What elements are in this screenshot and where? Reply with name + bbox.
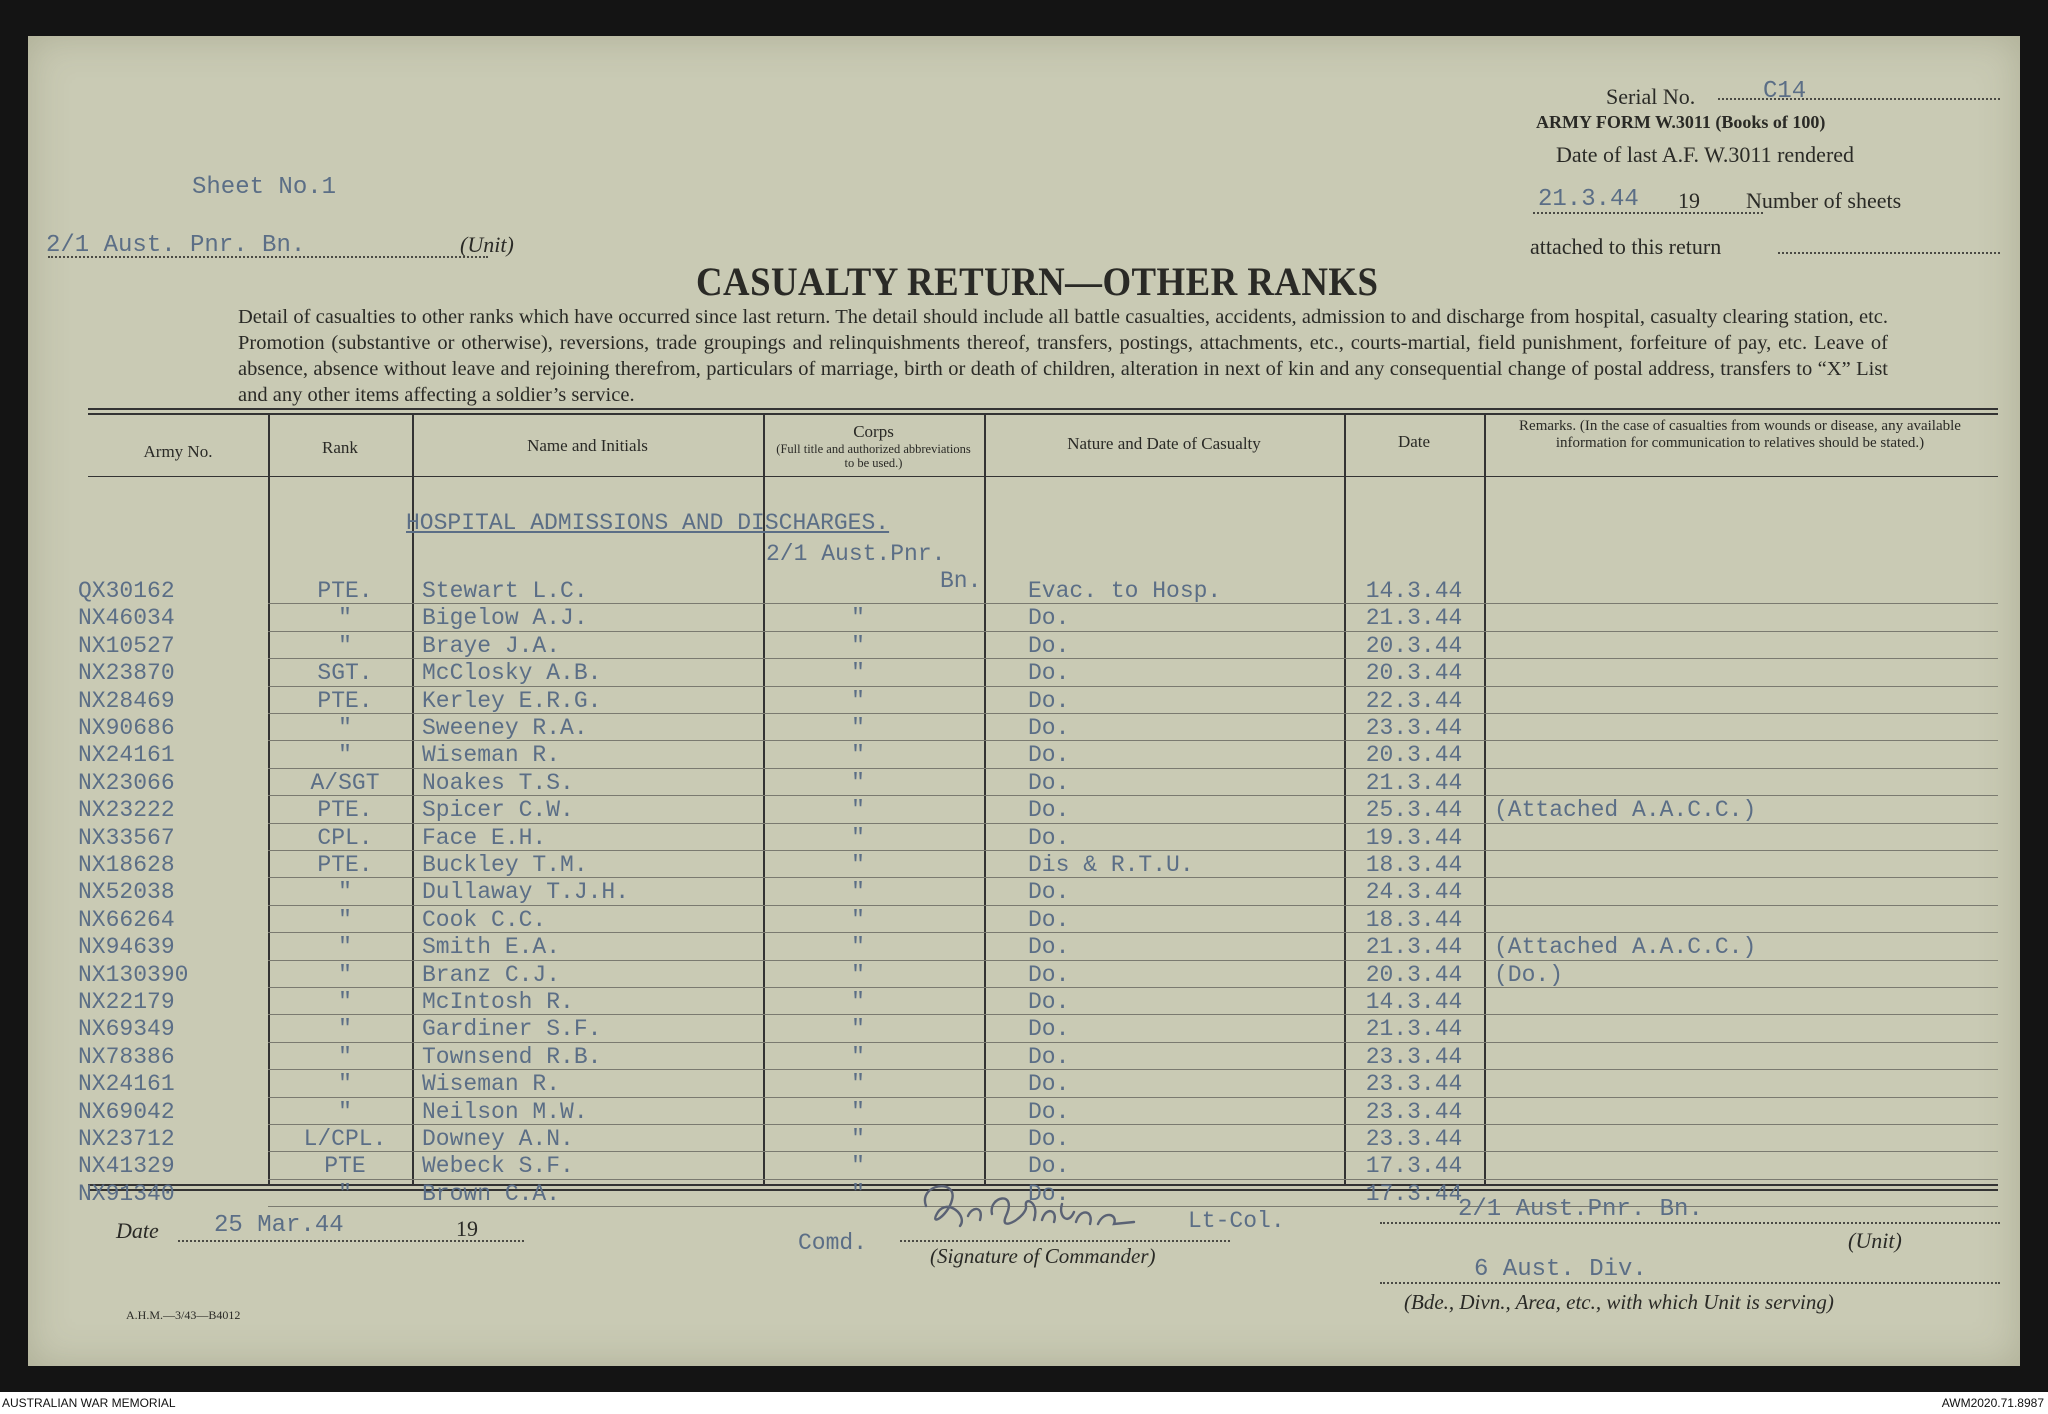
corps-cell: " bbox=[851, 769, 865, 796]
row-rule bbox=[268, 1124, 1998, 1125]
row-rule bbox=[268, 686, 1998, 687]
row-rule bbox=[268, 850, 1998, 851]
formation-value: 6 Aust. Div. bbox=[1474, 1256, 1647, 1283]
casualty-date-cell: 23.3.44 bbox=[1365, 1098, 1463, 1125]
remarks-cell: (Attached A.A.C.C.) bbox=[1494, 797, 1757, 824]
casualty-date-cell: 17.3.44 bbox=[1365, 1153, 1463, 1180]
army-number-cell: NX46034 bbox=[78, 605, 175, 632]
casualty-date-cell: 19.3.44 bbox=[1365, 824, 1463, 851]
casualty-date-cell: 23.3.44 bbox=[1365, 1071, 1463, 1098]
print-code: A.H.M.—3/43—B4012 bbox=[126, 1308, 241, 1322]
attached-label: attached to this return bbox=[1530, 234, 1722, 259]
table-row bbox=[28, 1126, 2020, 1153]
row-rule bbox=[268, 768, 1998, 769]
footer-unit-label: (Unit) bbox=[1848, 1228, 1902, 1253]
corps-cell: " bbox=[851, 1016, 865, 1043]
table-row bbox=[28, 852, 2020, 879]
section-heading: HOSPITAL ADMISSIONS AND DISCHARGES. bbox=[406, 510, 890, 536]
table-row bbox=[28, 742, 2020, 769]
row-rule bbox=[268, 960, 1998, 961]
rank-cell: PTE. bbox=[317, 687, 373, 714]
casualty-date-cell: 21.3.44 bbox=[1365, 1016, 1463, 1043]
table-row bbox=[28, 715, 2020, 742]
rank-cell: A/SGT bbox=[310, 769, 380, 796]
table-row bbox=[28, 934, 2020, 961]
casualty-nature-cell: Do. bbox=[1028, 660, 1070, 687]
row-rule bbox=[268, 1042, 1998, 1043]
row-rule bbox=[268, 877, 1998, 878]
army-number-cell: NX28469 bbox=[78, 687, 175, 714]
unit-value-header: 2/1 Aust. Pnr. Bn. bbox=[46, 232, 306, 259]
number-of-sheets-label: Number of sheets bbox=[1746, 188, 1902, 213]
table-row bbox=[28, 1044, 2020, 1071]
archive-caption-left: AUSTRALIAN WAR MEMORIAL bbox=[2, 1396, 176, 1410]
casualty-date-cell: 18.3.44 bbox=[1365, 906, 1463, 933]
casualty-nature-cell: Do. bbox=[1028, 989, 1070, 1015]
footer-unit-value: 2/1 Aust.Pnr. Bn. bbox=[1458, 1196, 1703, 1223]
army-number-cell: NX10527 bbox=[78, 632, 175, 659]
corps-cell: " bbox=[851, 1098, 865, 1125]
army-number-cell: NX91340 bbox=[78, 1180, 175, 1207]
casualty-date-cell: 20.3.44 bbox=[1365, 961, 1463, 988]
corps-cell: " bbox=[851, 879, 865, 906]
rank-cell: " bbox=[338, 742, 352, 769]
corps-cell: " bbox=[851, 605, 865, 632]
corps-cell: " bbox=[851, 824, 865, 851]
rank-cell: " bbox=[338, 989, 352, 1015]
remarks-cell: (Do.) bbox=[1494, 961, 1564, 988]
attached-dotline bbox=[1778, 252, 2000, 254]
army-number-cell: NX69042 bbox=[78, 1098, 175, 1125]
corps-first: 2/1 Aust.Pnr. bbox=[766, 541, 946, 567]
name-cell: Stewart L.C. bbox=[422, 578, 588, 604]
rank-cell: " bbox=[338, 1043, 352, 1070]
army-number-cell: NX69349 bbox=[78, 1016, 175, 1043]
casualty-nature-cell: Do. bbox=[1028, 1126, 1070, 1152]
header-corps: Corps bbox=[853, 422, 894, 441]
date-last-return-label: Date of last A.F. W.3011 rendered bbox=[1556, 142, 1855, 167]
casualty-nature-cell: Do. bbox=[1028, 1071, 1070, 1098]
casualty-nature-cell: Do. bbox=[1028, 934, 1070, 961]
rank-cell: " bbox=[338, 1098, 352, 1125]
casualty-nature-cell: Do. bbox=[1028, 1153, 1070, 1180]
corps-first-continued: Bn. bbox=[940, 568, 982, 594]
row-rule bbox=[268, 603, 1998, 604]
header-corps-note: (Full title and authorized abbreviations to be used.) bbox=[776, 442, 971, 470]
name-cell: Branz C.J. bbox=[422, 961, 561, 988]
army-number-cell: NX23222 bbox=[78, 797, 175, 824]
casualty-nature-cell: Do. bbox=[1028, 687, 1070, 714]
table-row bbox=[28, 825, 2020, 852]
footer-date-dotline bbox=[178, 1240, 524, 1242]
casualty-date-cell: 14.3.44 bbox=[1365, 989, 1463, 1015]
casualty-date-cell: 25.3.44 bbox=[1365, 797, 1463, 824]
serial-number-value: C14 bbox=[1763, 78, 1807, 105]
name-cell: Kerley E.R.G. bbox=[422, 687, 602, 714]
table-row bbox=[28, 660, 2020, 687]
casualty-date-cell: 21.3.44 bbox=[1365, 769, 1463, 796]
remarks-cell: (Attached A.A.C.C.) bbox=[1494, 934, 1757, 961]
name-cell: Buckley T.M. bbox=[422, 852, 588, 878]
table-row bbox=[28, 633, 2020, 660]
army-form-name: ARMY FORM W.3011 (Books of 100) bbox=[1536, 112, 1826, 132]
casualty-date-cell: 20.3.44 bbox=[1365, 742, 1463, 769]
form-title: CASUALTY RETURN—OTHER RANKS bbox=[696, 259, 1379, 304]
corps-cell: " bbox=[851, 989, 865, 1015]
name-cell: Face E.H. bbox=[422, 824, 547, 851]
row-rule bbox=[268, 987, 1998, 988]
header-army-no: Army No. bbox=[143, 442, 213, 461]
formation-label: (Bde., Divn., Area, etc., with which Unit is serving) bbox=[1404, 1290, 1834, 1314]
table-row bbox=[28, 797, 2020, 824]
casualty-date-cell: 21.3.44 bbox=[1365, 934, 1463, 961]
serial-number-label: Serial No. bbox=[1606, 84, 1696, 109]
row-rule bbox=[268, 1069, 1998, 1070]
row-rule bbox=[268, 1014, 1998, 1015]
corps-cell: " bbox=[851, 961, 865, 988]
name-cell: Gardiner S.F. bbox=[422, 1016, 602, 1043]
header-nature: Nature and Date of Casualty bbox=[1067, 434, 1261, 453]
name-cell: Braye J.A. bbox=[422, 632, 561, 659]
form-instructions: Detail of casualties to other ranks which have occurred since last return. The detail should include all battle casualties, accidents, admission to and discharge from hospital, casualty clearing station, etc. Promotion (substantive or otherwise), reversions, trade groupings and relinquishments thereof, transfers, postings, attachments, etc., courts-martial, field punishment, forfeiture of pay, etc. Leave of absence, absence without leave and rejoining therefrom, particulars of marriage, birth or death of children, alteration in next of kin and any consequential change of postal address, transfers to “X” List and any other items affecting a soldier’s service. bbox=[238, 306, 1888, 406]
army-number-cell: NX23712 bbox=[78, 1126, 175, 1152]
name-cell: Spicer C.W. bbox=[422, 797, 574, 824]
table-row bbox=[28, 989, 2020, 1016]
casualty-return-form bbox=[28, 36, 2020, 1366]
row-rule bbox=[268, 823, 1998, 824]
rank-cell: " bbox=[338, 879, 352, 906]
casualty-nature-cell: Do. bbox=[1028, 769, 1070, 796]
name-cell: Neilson M.W. bbox=[422, 1098, 588, 1125]
casualty-nature-cell: Dis & R.T.U. bbox=[1028, 852, 1194, 878]
corps-cell: " bbox=[851, 1126, 865, 1152]
footer-date-label: Date bbox=[116, 1218, 159, 1243]
rank-cell: " bbox=[338, 715, 352, 741]
date-last-year-prefix: 19 bbox=[1678, 188, 1700, 213]
header-name: Name and Initials bbox=[527, 436, 648, 455]
sheet-number: Sheet No.1 bbox=[192, 174, 337, 201]
army-number-cell: NX18628 bbox=[78, 852, 175, 878]
row-rule bbox=[268, 631, 1998, 632]
header-date: Date bbox=[1397, 432, 1431, 451]
casualty-date-cell: 20.3.44 bbox=[1365, 660, 1463, 687]
table-row bbox=[28, 1016, 2020, 1043]
rank-cell: SGT. bbox=[317, 660, 373, 687]
formation-dotline bbox=[1380, 1282, 2000, 1284]
army-number-cell: NX130390 bbox=[78, 961, 189, 988]
rank-cell: " bbox=[338, 934, 352, 961]
footer-date-value: 25 Mar.44 bbox=[214, 1212, 344, 1239]
army-number-cell: NX23870 bbox=[78, 660, 175, 687]
casualty-nature-cell: Do. bbox=[1028, 1180, 1070, 1207]
corps-cell: " bbox=[851, 660, 865, 687]
corps-cell: " bbox=[851, 852, 865, 878]
casualty-nature-cell: Do. bbox=[1028, 632, 1070, 659]
casualty-nature-cell: Do. bbox=[1028, 742, 1070, 769]
casualty-nature-cell: Do. bbox=[1028, 797, 1070, 824]
row-rule bbox=[268, 740, 1998, 741]
army-number-cell: NX94639 bbox=[78, 934, 175, 961]
date-last-return-value: 21.3.44 bbox=[1538, 186, 1639, 213]
army-number-cell: NX52038 bbox=[78, 879, 175, 906]
name-cell: Bigelow A.J. bbox=[422, 605, 588, 632]
name-cell: Dullaway T.J.H. bbox=[422, 879, 630, 906]
row-rule bbox=[268, 713, 1998, 714]
corps-cell: " bbox=[851, 934, 865, 961]
row-rule bbox=[268, 795, 1998, 796]
signature-dotline bbox=[900, 1240, 1230, 1242]
army-number-cell: NX33567 bbox=[78, 824, 175, 851]
casualty-date-cell: 20.3.44 bbox=[1365, 632, 1463, 659]
army-number-cell: QX30162 bbox=[78, 578, 175, 604]
army-number-cell: NX78386 bbox=[78, 1043, 175, 1070]
name-cell: Brown C.A. bbox=[422, 1180, 561, 1207]
rank-cell: " bbox=[338, 632, 352, 659]
casualty-nature-cell: Do. bbox=[1028, 1016, 1070, 1043]
casualty-nature-cell: Do. bbox=[1028, 1043, 1070, 1070]
casualty-date-cell: 23.3.44 bbox=[1365, 1043, 1463, 1070]
army-number-cell: NX22179 bbox=[78, 989, 175, 1015]
rank-cell: " bbox=[338, 1016, 352, 1043]
army-number-cell: NX66264 bbox=[78, 906, 175, 933]
corps-cell: " bbox=[851, 1071, 865, 1098]
corps-cell: " bbox=[851, 797, 865, 824]
casualty-nature-cell: Do. bbox=[1028, 605, 1070, 632]
casualty-date-cell: 23.3.44 bbox=[1365, 715, 1463, 741]
name-cell: Webeck S.F. bbox=[422, 1153, 574, 1180]
rank-cell: " bbox=[338, 961, 352, 988]
table-row bbox=[28, 879, 2020, 906]
corps-cell: " bbox=[851, 687, 865, 714]
row-rule bbox=[268, 658, 1998, 659]
name-cell: Townsend R.B. bbox=[422, 1043, 602, 1070]
archive-caption-right: AWM2020.71.8987 bbox=[1941, 1396, 2044, 1410]
army-number-cell: NX24161 bbox=[78, 742, 175, 769]
rank-cell: " bbox=[338, 1180, 352, 1207]
name-cell: Wiseman R. bbox=[422, 1071, 561, 1098]
table-row bbox=[28, 578, 2020, 605]
casualty-nature-cell: Do. bbox=[1028, 906, 1070, 933]
table-row bbox=[28, 605, 2020, 632]
name-cell: Sweeney R.A. bbox=[422, 715, 588, 741]
row-rule bbox=[268, 905, 1998, 906]
commander-signature bbox=[908, 1176, 1148, 1246]
row-rule bbox=[268, 932, 1998, 933]
name-cell: Smith E.A. bbox=[422, 934, 561, 961]
table-row bbox=[28, 907, 2020, 934]
casualty-nature-cell: Do. bbox=[1028, 1098, 1070, 1125]
table-row bbox=[28, 1071, 2020, 1098]
rank-cell: " bbox=[338, 605, 352, 632]
row-rule bbox=[268, 1097, 1998, 1098]
table-row bbox=[28, 1099, 2020, 1126]
header-remarks: Remarks. (In the case of casualties from wounds or disease, any available information for communication to relatives should be stated.) bbox=[1519, 418, 1961, 451]
rank-cell: " bbox=[338, 1071, 352, 1098]
footer-year-prefix: 19 bbox=[456, 1216, 478, 1241]
army-number-cell: NX24161 bbox=[78, 1071, 175, 1098]
casualty-date-cell: 17.3.44 bbox=[1365, 1180, 1463, 1207]
casualty-date-cell: 22.3.44 bbox=[1365, 687, 1463, 714]
table-row bbox=[28, 962, 2020, 989]
casualty-date-cell: 24.3.44 bbox=[1365, 879, 1463, 906]
casualty-nature-cell: Evac. to Hosp. bbox=[1028, 578, 1222, 604]
table-top-rule-2 bbox=[88, 413, 1998, 415]
table-top-rule bbox=[88, 408, 1998, 410]
army-number-cell: NX41329 bbox=[78, 1153, 175, 1180]
table-row bbox=[28, 688, 2020, 715]
casualty-nature-cell: Do. bbox=[1028, 879, 1070, 906]
name-cell: Downey A.N. bbox=[422, 1126, 574, 1152]
casualty-date-cell: 14.3.44 bbox=[1365, 578, 1463, 604]
signature-caption: (Signature of Commander) bbox=[930, 1244, 1156, 1268]
rank-cell: L/CPL. bbox=[303, 1126, 387, 1152]
corps-cell: " bbox=[851, 715, 865, 741]
unit-dotline-header bbox=[48, 256, 488, 258]
rank-cell: PTE. bbox=[317, 852, 373, 878]
name-cell: Wiseman R. bbox=[422, 742, 561, 769]
casualty-date-cell: 21.3.44 bbox=[1365, 605, 1463, 632]
serial-dotline bbox=[1718, 98, 2000, 100]
casualty-date-cell: 23.3.44 bbox=[1365, 1126, 1463, 1152]
casualty-nature-cell: Do. bbox=[1028, 715, 1070, 741]
corps-cell: " bbox=[851, 1180, 865, 1207]
casualty-nature-cell: Do. bbox=[1028, 961, 1070, 988]
corps-cell: " bbox=[851, 742, 865, 769]
name-cell: Noakes T.S. bbox=[422, 769, 574, 796]
name-cell: Cook C.C. bbox=[422, 906, 547, 933]
unit-label-header: (Unit) bbox=[460, 232, 514, 257]
commander-rank: Lt-Col. bbox=[1188, 1208, 1285, 1234]
corps-cell: " bbox=[851, 1043, 865, 1070]
table-header-rule bbox=[88, 476, 1998, 477]
rank-cell: CPL. bbox=[317, 824, 373, 851]
comd-label: Comd. bbox=[798, 1230, 868, 1256]
casualty-date-cell: 18.3.44 bbox=[1365, 852, 1463, 878]
name-cell: McClosky A.B. bbox=[422, 660, 602, 687]
casualty-nature-cell: Do. bbox=[1028, 824, 1070, 851]
row-rule bbox=[268, 1151, 1998, 1152]
corps-cell: " bbox=[851, 1153, 865, 1180]
rank-cell: PTE. bbox=[317, 578, 373, 604]
name-cell: McIntosh R. bbox=[422, 989, 574, 1015]
rank-cell: PTE. bbox=[317, 797, 373, 824]
corps-cell: " bbox=[851, 906, 865, 933]
rank-cell: " bbox=[338, 906, 352, 933]
army-number-cell: NX90686 bbox=[78, 715, 175, 741]
header-rank: Rank bbox=[322, 438, 358, 457]
rank-cell: PTE bbox=[324, 1153, 366, 1180]
footer-unit-dotline bbox=[1380, 1222, 2000, 1224]
table-row bbox=[28, 770, 2020, 797]
corps-cell: " bbox=[851, 632, 865, 659]
army-number-cell: NX23066 bbox=[78, 769, 175, 796]
